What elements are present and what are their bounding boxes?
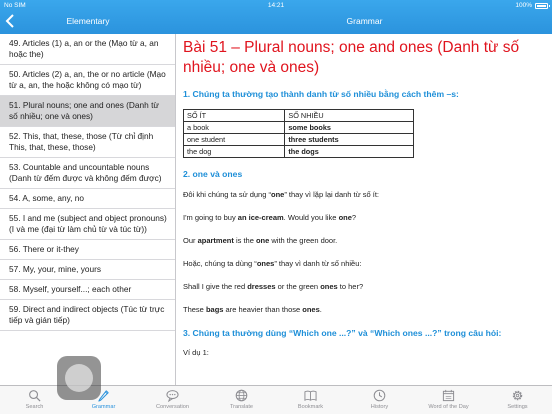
tab-label: Conversation [156, 404, 189, 410]
text-run-bold: one [255, 236, 270, 245]
tab-label: Settings [507, 404, 528, 410]
status-bar [0, 0, 552, 11]
plural-table [183, 109, 414, 158]
text-run: or the green [275, 282, 321, 291]
tab-conversation[interactable] [138, 386, 207, 414]
lesson-item-53[interactable]: 53. Countable and uncountable nouns (Danh từ đếm được và không đếm được) [0, 158, 175, 189]
text-run: Shall I give the red [183, 282, 248, 291]
book-icon [304, 389, 317, 402]
table-row [184, 134, 414, 146]
example-sentence [183, 235, 546, 246]
text-run-bold: ones [320, 282, 338, 291]
table-header-row [184, 110, 414, 122]
tab-label: History [370, 404, 389, 410]
lesson-item-49[interactable]: 49. Articles (1) a, an or the (Mạo từ a, an hoặc the) [0, 34, 175, 65]
text-run: . Would you like [283, 213, 339, 222]
text-run: Hoặc, chúng ta dùng “ [183, 259, 257, 268]
text-run-bold: dresses [247, 282, 276, 291]
example-sentence [183, 304, 546, 315]
table-cell: a book [184, 122, 285, 134]
text-run: . [319, 305, 322, 314]
text-run: ” thay vì lặp lại danh từ số ít: [284, 190, 379, 199]
text-run: I'm going to buy [183, 213, 238, 222]
text-run-bold: ones [302, 305, 320, 314]
tab-translate[interactable] [207, 386, 276, 414]
table-cell: three students [285, 134, 414, 146]
example-sentence [183, 281, 546, 292]
text-run-bold: one [338, 213, 352, 222]
battery-icon [535, 3, 548, 9]
gear-icon [511, 389, 524, 402]
tab-history[interactable] [345, 386, 414, 414]
section-heading-2: 2. one và ones [183, 169, 243, 179]
tab-word-of-the-day[interactable] [414, 386, 483, 414]
table-header-cell: SỐ ÍT [184, 110, 285, 122]
search-icon [28, 389, 41, 402]
tab-settings[interactable] [483, 386, 552, 414]
tab-label: Bookmark [297, 404, 324, 410]
section-heading-3: 3. Chúng ta thường dùng “Which one ...?” và “Which ones ...?” trong câu hỏi: [183, 328, 502, 338]
lesson-item-50[interactable]: 50. Articles (2) a, an, the or no article (Mạo từ a, an, the hoặc không có mạo từ) [0, 65, 175, 96]
lesson-item-57[interactable]: 57. My, your, mine, yours [0, 260, 175, 280]
table-cell: one student [184, 134, 285, 146]
text-run-bold: apartment [197, 236, 234, 245]
chat-icon [166, 389, 179, 402]
top-bar [0, 0, 552, 34]
lesson-item-54[interactable]: 54. A, some, any, no [0, 189, 175, 209]
text-run: These [183, 305, 206, 314]
paragraph [183, 258, 546, 269]
tab-label: Word of the Day [428, 404, 469, 410]
text-run: Đôi khi chúng ta sử dụng “ [183, 190, 271, 199]
text-run: Our [183, 236, 198, 245]
tab-bookmark[interactable] [276, 386, 345, 414]
example-sentence [183, 212, 546, 223]
clock: 14:21 [267, 2, 285, 9]
battery-indicator [515, 0, 548, 11]
carrier-label: No SIM [4, 2, 26, 9]
lesson-item-58[interactable]: 58. Myself, yourself...; each other [0, 280, 175, 300]
lesson-item-51[interactable]: 51. Plural nouns; one and ones (Danh từ số nhiều; one và ones) [0, 96, 175, 127]
lesson-content[interactable] [177, 34, 552, 385]
lesson-list[interactable] [0, 34, 176, 385]
text-run: are heavier than those [223, 305, 303, 314]
paragraph: Ví dụ 1: [183, 348, 209, 357]
table-cell: the dogs [285, 146, 414, 158]
lesson-item-59[interactable]: 59. Direct and indirect objects (Túc từ trực tiếp và gián tiếp) [0, 300, 175, 331]
clock-icon [373, 389, 386, 402]
table-cell: some books [285, 122, 414, 134]
sidebar-title: Elementary [66, 16, 110, 26]
lesson-item-55[interactable]: 55. I and me (subject and object pronouns) (I và me (đại từ làm chủ từ và túc từ)) [0, 209, 175, 240]
text-run: ” thay vì danh từ số nhiều: [274, 259, 362, 268]
tab-label: Search [25, 404, 44, 410]
paragraph [183, 189, 546, 200]
text-run: is the [233, 236, 256, 245]
table-row [184, 122, 414, 134]
page-title: Grammar [346, 16, 383, 26]
text-run: with the green door. [269, 236, 338, 245]
globe-icon [235, 389, 248, 402]
lesson-item-56[interactable]: 56. There or it-they [0, 240, 175, 260]
battery-percent: 100% [515, 2, 532, 9]
lesson-item-52[interactable]: 52. This, that, these, those (Từ chỉ định This, that, these, those) [0, 127, 175, 158]
table-row [184, 146, 414, 158]
section-heading-1: 1. Chúng ta thường tạo thành danh từ số nhiều bằng cách thêm –s: [183, 89, 459, 99]
text-run: ? [351, 213, 357, 222]
assistive-touch-button[interactable] [57, 356, 101, 400]
calendar-icon [442, 389, 455, 402]
text-run-bold: an ice-cream [237, 213, 284, 222]
text-run-bold: bags [205, 305, 224, 314]
text-run-bold: one [271, 190, 285, 199]
tab-label: Grammar [91, 404, 116, 410]
lesson-title: Bài 51 – Plural nouns; one and ones (Danh từ số nhiều; one và ones) [183, 39, 520, 76]
text-run: to her? [337, 282, 364, 291]
tab-label: Translate [229, 404, 254, 410]
table-cell: the dog [184, 146, 285, 158]
table-header-cell: SỐ NHIỀU [285, 110, 414, 122]
text-run-bold: ones [256, 259, 275, 268]
